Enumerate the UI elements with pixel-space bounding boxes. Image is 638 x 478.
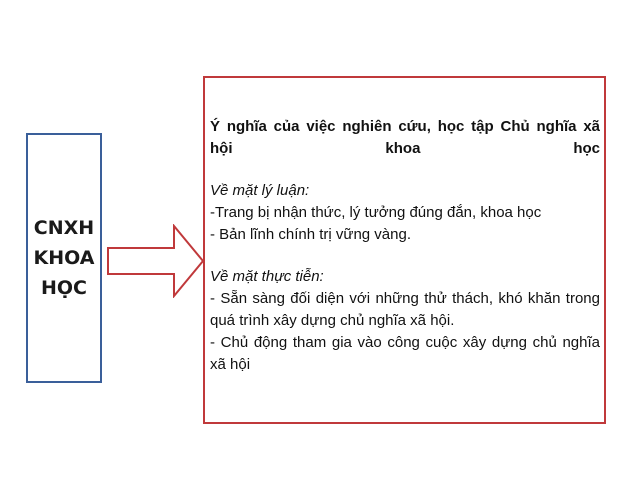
significance-title: Ý nghĩa của việc nghiên cứu, học tập Chủ nghĩa xã hội khoa học (210, 118, 600, 157)
right-arrow-icon (106, 224, 206, 298)
practice-item-2: - Chủ động tham gia vào công cuộc xây dựng chủ nghĩa xã hội (210, 334, 600, 373)
concept-line-2: KHOA (33, 247, 95, 269)
significance-content (210, 116, 600, 376)
practice-heading: Về mặt thực tiễn: (210, 268, 324, 285)
spacer (210, 246, 600, 266)
spacer (210, 160, 600, 180)
theory-item-2: - Bản lĩnh chính trị vững vàng. (210, 226, 411, 243)
theory-heading: Về mặt lý luận: (210, 182, 310, 199)
concept-box (26, 133, 102, 383)
significance-box (203, 76, 606, 424)
practice-item-1: - Sẵn sàng đối diện với những thử thách, khó khăn trong quá trình xây dựng chủ nghĩa xã hội. (210, 290, 600, 329)
theory-item-1: -Trang bị nhận thức, lý tưởng đúng đắn, khoa học (210, 204, 542, 221)
concept-label (34, 213, 95, 303)
concept-line-1: CNXH (33, 217, 95, 239)
concept-line-3: HỌC (40, 277, 87, 299)
